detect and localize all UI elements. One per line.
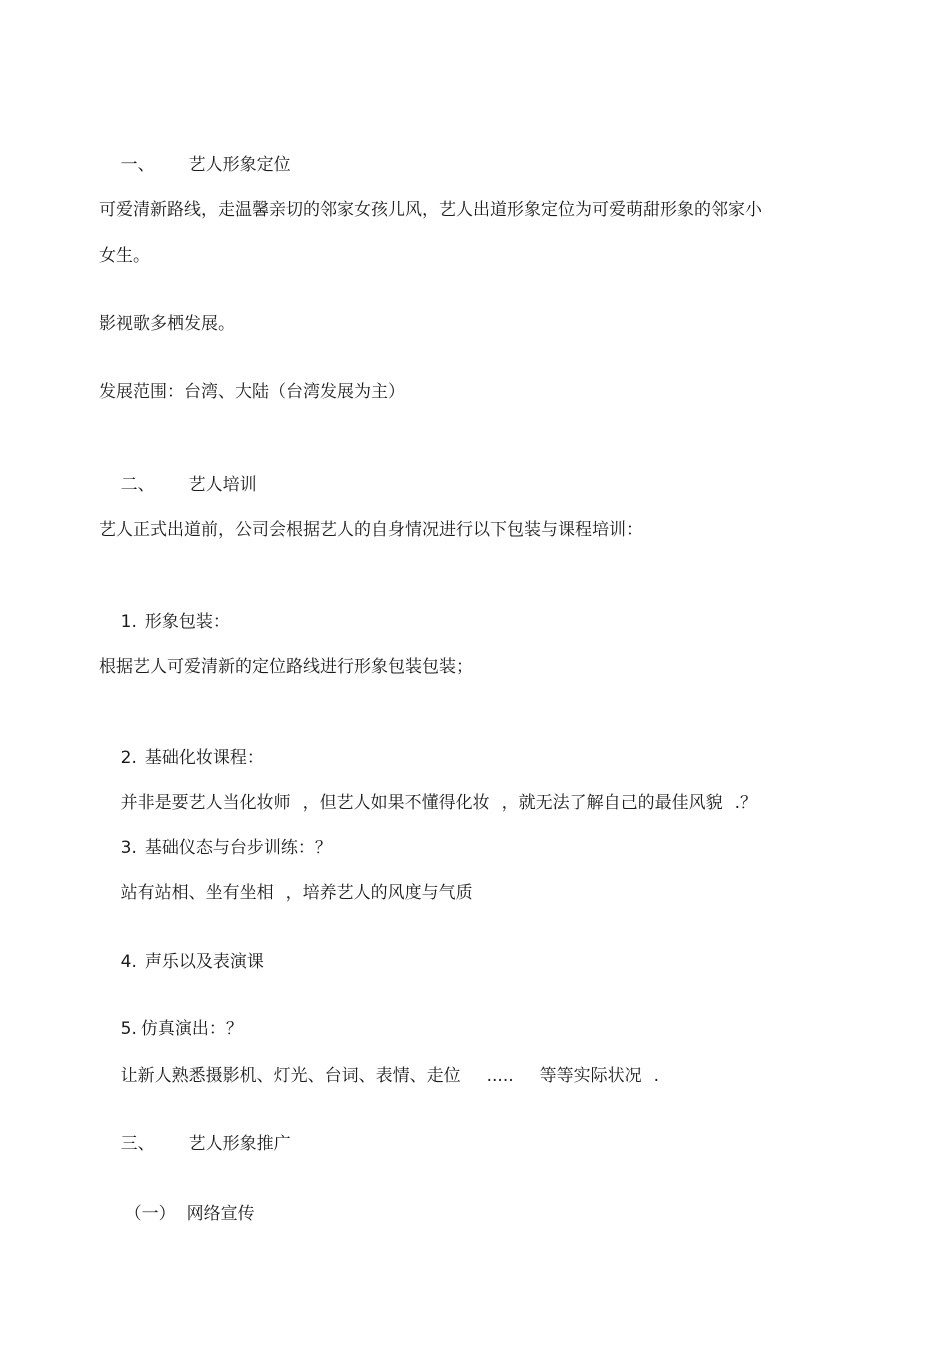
section-number: 二、 bbox=[120, 475, 155, 495]
paragraph: 发展范围：台湾、大陆（台湾发展为主） bbox=[99, 382, 405, 402]
text-run: 让新人熟悉摄影机、灯光、台词、表情、走位 bbox=[120, 1066, 461, 1086]
list-item-description bbox=[99, 767, 758, 813]
subsection-title: 网络宣传 bbox=[186, 1204, 255, 1224]
list-item-label: 形象包装： bbox=[144, 612, 230, 632]
list-item-heading bbox=[99, 812, 332, 858]
section-title: 艺人培训 bbox=[188, 475, 257, 495]
section-heading-3 bbox=[99, 1108, 291, 1154]
list-item-description: 根据艺人可爱清新的定位路线进行形象包装包装； bbox=[99, 657, 473, 677]
list-item-label: 声乐以及表演课 bbox=[144, 952, 264, 972]
text-run: ，培养艺人的风度与气质 bbox=[285, 883, 473, 903]
list-item-heading bbox=[99, 993, 243, 1039]
paragraph-line: 可爱清新路线，走温馨亲切的邻家女孩儿风，艺人出道形象定位为可爱萌甜形象的邻家小 bbox=[99, 200, 762, 220]
text-run: .？ bbox=[734, 793, 758, 813]
section-heading-2 bbox=[99, 449, 257, 495]
section-number: 一、 bbox=[120, 155, 155, 175]
section-heading-1 bbox=[99, 129, 291, 175]
text-run: ，就无法了解自己的最佳风貌 bbox=[501, 793, 723, 813]
list-item-number: 4. bbox=[120, 952, 137, 972]
subsection-heading bbox=[103, 1178, 255, 1224]
paragraph: 影视歌多栖发展。 bbox=[99, 314, 235, 334]
list-item-heading bbox=[99, 926, 264, 972]
text-run: ，但艺人如果不懂得化妆 bbox=[302, 793, 490, 813]
section-number: 三、 bbox=[120, 1134, 155, 1154]
list-item-description bbox=[99, 1040, 660, 1086]
list-item-number: 2. bbox=[120, 748, 137, 768]
list-item-label: 仿真演出：？ bbox=[140, 1019, 243, 1039]
list-item-description bbox=[99, 857, 473, 903]
list-item-number: 5. bbox=[120, 1019, 137, 1039]
list-item-heading bbox=[99, 722, 264, 768]
paragraph-line: 女生。 bbox=[99, 246, 150, 266]
text-run: 并非是要艺人当化妆师 bbox=[120, 793, 291, 813]
list-item-label: 基础仪态与台步训练：？ bbox=[144, 838, 332, 858]
subsection-number: （一） bbox=[124, 1204, 176, 1224]
list-item-number: 3. bbox=[120, 838, 137, 858]
list-item-heading bbox=[99, 586, 230, 632]
list-item-label: 基础化妆课程： bbox=[144, 748, 264, 768]
list-item-number: 1. bbox=[120, 612, 137, 632]
paragraph: 艺人正式出道前，公司会根据艺人的自身情况进行以下包装与课程培训： bbox=[99, 520, 643, 540]
section-title: 艺人形象定位 bbox=[188, 155, 291, 175]
text-run: 站有站相、坐有坐相 bbox=[120, 883, 274, 903]
section-title: 艺人形象推广 bbox=[188, 1134, 291, 1154]
text-run: ..... bbox=[486, 1066, 514, 1086]
text-run: . bbox=[653, 1066, 660, 1086]
text-run: 等等实际状况 bbox=[539, 1066, 642, 1086]
